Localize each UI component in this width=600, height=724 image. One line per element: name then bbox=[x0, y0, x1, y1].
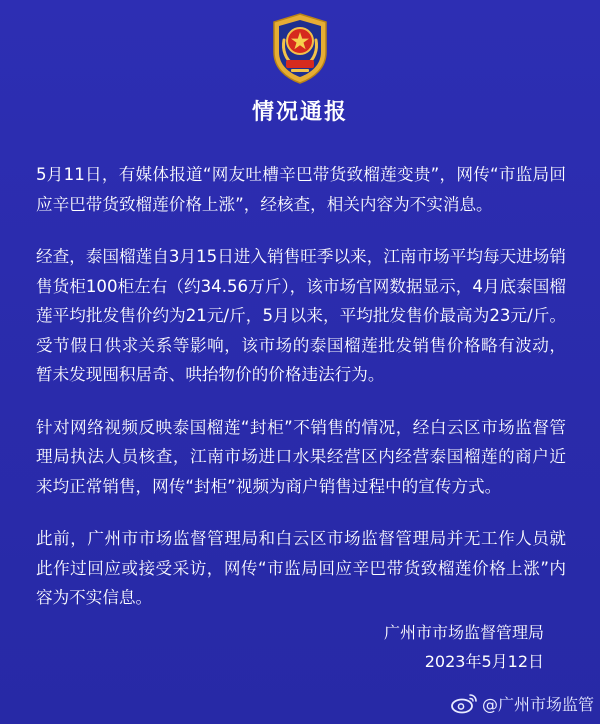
signature-org: 广州市市场监督管理局 bbox=[383, 623, 544, 642]
watermark-text: @广州市场监管 bbox=[481, 694, 594, 714]
signature-date: 2023年5月12日 bbox=[424, 652, 544, 671]
paragraph: 5月11日，有媒体报道“网友吐槽辛巴带货致榴莲变贵”，网传“市监局回应辛巴带货致榴莲价格上涨”，经核查，相关内容为不实消息。 bbox=[36, 165, 566, 214]
weibo-watermark bbox=[450, 690, 594, 716]
signature-block bbox=[344, 618, 544, 676]
paragraph: 此前，广州市市场监督管理局和白云区市场监督管理局并无工作人员就此作过回应或接受采访，网传“市监局回应辛巴带货致榴莲价格上涨”内容为不实信息。 bbox=[36, 529, 566, 607]
paragraph: 针对网络视频反映泰国榴莲“封柜”不销售的情况，经白云区市场监督管理局执法人员核查，江南市场进口水果经营区内经营泰国榴莲的商户近来均正常销售，网传“封柜”视频为商户销售过程中的宣传方式。 bbox=[36, 417, 566, 496]
page-title: 情况通报 bbox=[251, 100, 348, 125]
weibo-icon bbox=[450, 692, 478, 714]
notice-body bbox=[36, 160, 566, 636]
paragraph: 经查，泰国榴莲自3月15日进入销售旺季以来，江南市场平均每天进场销售货柜100柜左右（约34.56万斤），该市场官网数据显示，4月底泰国榴莲平均批发售价约为21元/斤，5月以来，平均批发售价最高为23元/斤。受节假日供求关系等影响，该市场的泰国榴莲批发销售价格略有波动，暂未发现囤积居奇、哄抬物价的价格违法行为。 bbox=[36, 247, 566, 384]
police-emblem-icon bbox=[262, 10, 338, 86]
